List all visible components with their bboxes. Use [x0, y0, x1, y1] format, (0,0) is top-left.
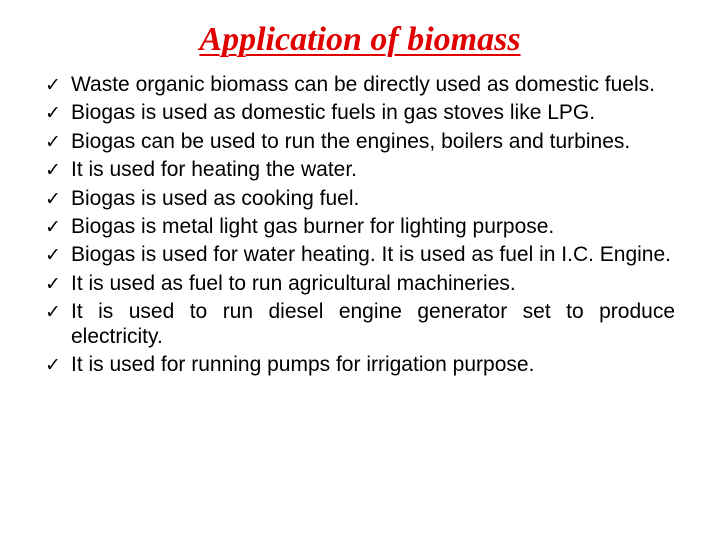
list-item: [45, 158, 675, 182]
check-icon: ✓: [45, 74, 61, 96]
list-item-text: It is used to run diesel engine generator set to produce electricity.: [71, 300, 675, 348]
list-item-text: It is used for running pumps for irrigation purpose.: [71, 353, 535, 377]
list-item: [45, 130, 675, 154]
list-item: [45, 215, 675, 239]
slide-title: Application of biomass: [199, 21, 521, 58]
check-icon: ✓: [45, 272, 61, 295]
list-item-text: It is used as fuel to run agricultural machineries.: [71, 271, 516, 295]
check-icon: ✓: [45, 159, 61, 182]
list-item: [45, 101, 675, 125]
list-item-text: Biogas can be used to run the engines, boilers and turbines.: [71, 129, 631, 153]
list-item: [45, 353, 675, 377]
check-icon: ✓: [45, 130, 61, 153]
list-item-text: Biogas is used as cooking fuel.: [71, 186, 360, 210]
list-item: [45, 243, 675, 267]
list-item: [45, 300, 675, 349]
list-item: [45, 187, 675, 211]
check-icon: ✓: [45, 187, 61, 210]
check-icon: ✓: [45, 244, 61, 267]
list-item-text: Waste organic biomass can be directly used as domestic fuels.: [71, 73, 655, 96]
list-item: [45, 73, 675, 97]
bullet-list: [45, 73, 675, 381]
list-item-text: Biogas is used for water heating. It is used as fuel in I.C. Engine.: [71, 243, 671, 267]
list-item: [45, 272, 675, 296]
list-item-text: It is used for heating the water.: [71, 158, 358, 182]
check-icon: ✓: [45, 216, 61, 239]
check-icon: ✓: [45, 354, 61, 377]
list-item-text: Biogas is metal light gas burner for lighting purpose.: [71, 215, 555, 239]
check-icon: ✓: [45, 301, 61, 324]
check-icon: ✓: [45, 102, 61, 125]
list-item-text: Biogas is used as domestic fuels in gas stoves like LPG.: [71, 101, 596, 125]
